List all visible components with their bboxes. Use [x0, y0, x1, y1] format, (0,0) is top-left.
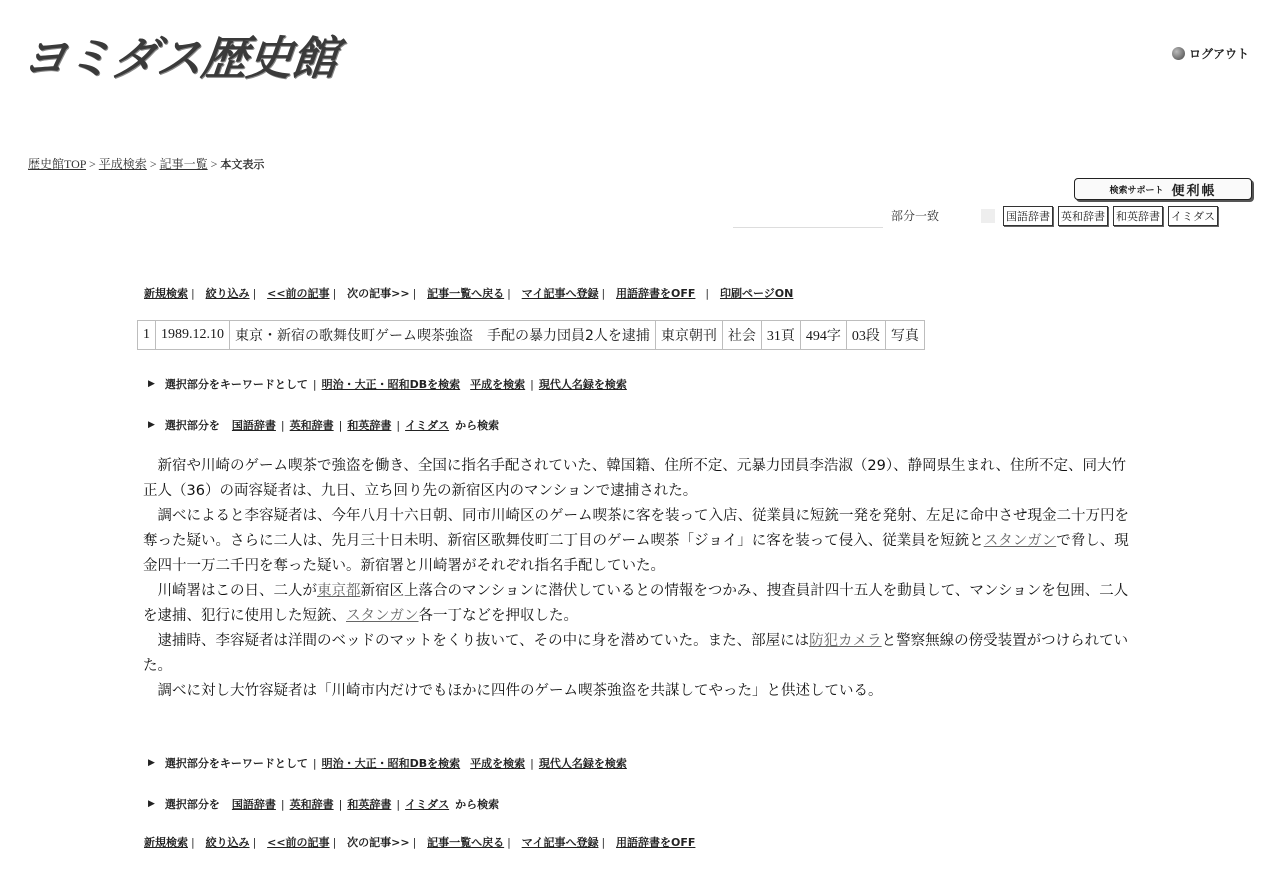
- triangle-right-icon: ▶: [148, 379, 155, 389]
- eiwa-dict-button[interactable]: 英和辞書: [1058, 206, 1108, 226]
- glossary-link-tokyo[interactable]: 東京都: [317, 583, 361, 599]
- register-my-article-link[interactable]: マイ記事へ登録: [521, 836, 599, 849]
- site-logo[interactable]: ヨミダス歴史館: [18, 31, 340, 85]
- keyword-search-row-top: [148, 376, 627, 392]
- search-heisei-link[interactable]: 平成を検索: [470, 757, 526, 770]
- triangle-right-icon: ▶: [148, 758, 155, 768]
- search-jinmei-link[interactable]: 現代人名録を検索: [538, 757, 627, 770]
- article-paragraph: [143, 679, 1133, 704]
- separator: |: [191, 287, 195, 300]
- next-article-label: 次の記事>>: [347, 836, 410, 849]
- article-text: で脅し、現金四十一万二千円を奪った疑い。新宿署と川崎署がそれぞれ指名手配していた。: [143, 533, 1129, 574]
- article-char-count: 494字: [800, 321, 846, 350]
- logout-label: ログアウト: [1189, 47, 1250, 61]
- breadcrumb-separator: >: [89, 157, 96, 171]
- prev-article-link[interactable]: <<前の記事: [267, 836, 330, 849]
- breadcrumb-separator: >: [149, 157, 157, 171]
- triangle-right-icon: ▶: [148, 420, 155, 430]
- dict-search-row-top: [148, 417, 499, 433]
- dictionary-search-input[interactable]: [733, 205, 883, 228]
- breadcrumb-heisei[interactable]: 平成検索: [98, 157, 147, 171]
- article-body: [143, 454, 1133, 704]
- eiwa-dict-link[interactable]: 英和辞書: [289, 798, 334, 811]
- separator: |: [280, 797, 285, 811]
- match-mode-selector[interactable]: [981, 209, 995, 223]
- breadcrumb-top[interactable]: 歴史館TOP: [28, 157, 87, 171]
- glossary-off-link[interactable]: 用語辞書をOFF: [616, 836, 696, 849]
- article-text: と警察無線の傍受装置がつけられていた。: [143, 633, 1129, 674]
- article-text: 各一丁などを押収した。: [418, 608, 578, 624]
- breadcrumb-list[interactable]: 記事一覧: [159, 157, 208, 171]
- article-meta-row: [138, 321, 925, 350]
- keyword-search-label: 選択部分をキーワードとして: [164, 757, 308, 770]
- match-mode-label: 部分一致: [891, 209, 940, 223]
- imidas-dict-link[interactable]: イミダス: [405, 419, 450, 432]
- separator: |: [332, 836, 337, 849]
- article-edition: 東京朝刊: [655, 321, 722, 350]
- next-article-label: 次の記事>>: [347, 287, 410, 300]
- separator: |: [280, 418, 285, 432]
- article-headline: 東京・新宿の歌舞伎町ゲーム喫茶強盗 手配の暴力団員2人を逮捕: [230, 321, 656, 350]
- new-search-link[interactable]: 新規検索: [144, 836, 188, 849]
- separator: |: [507, 836, 511, 849]
- back-to-list-link[interactable]: 記事一覧へ戻る: [427, 836, 505, 849]
- glossary-off-link[interactable]: 用語辞書をOFF: [616, 287, 696, 300]
- prev-article-link[interactable]: <<前の記事: [267, 287, 330, 300]
- article-section: 社会: [722, 321, 761, 350]
- dict-search-suffix: から検索: [455, 798, 500, 811]
- imidas-dict-button[interactable]: イミダス: [1168, 206, 1218, 226]
- separator: |: [252, 836, 257, 849]
- article-page: 31頁: [761, 321, 800, 350]
- register-my-article-link[interactable]: マイ記事へ登録: [521, 287, 599, 300]
- article-text: 新宿区上落合のマンションに潜伏しているとの情報をつかみ、捜査員計四十五人を動員して、マンションを包囲、二人を逮捕、犯行に使用した短銃、: [143, 583, 1129, 624]
- article-photo: 写真: [885, 321, 924, 350]
- keyword-search-label: 選択部分をキーワードとして: [164, 378, 308, 391]
- search-support-button[interactable]: [1074, 178, 1252, 200]
- breadcrumb-separator: >: [210, 157, 218, 171]
- new-search-link[interactable]: 新規検索: [144, 287, 188, 300]
- separator: |: [191, 836, 195, 849]
- article-text: 新宿や川崎のゲーム喫茶で強盗を働き、全国に指名手配されていた、韓国籍、住所不定、元暴力団員李浩淑（29）、静岡県生まれ、住所不定、同大竹正人（36）の両容疑者は、九日、立ち回り先の新宿区内のマンションで逮捕された。: [143, 458, 1126, 499]
- refine-link[interactable]: 絞り込み: [205, 287, 250, 300]
- glossary-link-stungun[interactable]: スタンガン: [346, 608, 419, 624]
- dict-search-label: 選択部分を: [164, 419, 220, 432]
- separator: |: [312, 377, 317, 391]
- article-columns: 03段: [846, 321, 885, 350]
- dict-search-row-bottom: [148, 796, 499, 812]
- separator: |: [705, 287, 710, 300]
- imidas-dict-link[interactable]: イミダス: [405, 798, 450, 811]
- article-number: 1: [138, 321, 156, 350]
- separator: |: [507, 287, 511, 300]
- article-paragraph: [143, 629, 1133, 679]
- separator: |: [252, 287, 257, 300]
- dict-search-suffix: から検索: [455, 419, 500, 432]
- separator: |: [396, 797, 401, 811]
- article-paragraph: [143, 579, 1133, 629]
- waei-dict-link[interactable]: 和英辞書: [347, 798, 392, 811]
- back-to-list-link[interactable]: 記事一覧へ戻る: [427, 287, 505, 300]
- eiwa-dict-link[interactable]: 英和辞書: [289, 419, 334, 432]
- separator: |: [530, 377, 534, 391]
- logout-button[interactable]: [1172, 45, 1249, 62]
- article-date: 1989.12.10: [156, 321, 230, 350]
- article-text: 逮捕時、李容疑者は洋間のベッドのマットをくり抜いて、その中に身を潜めていた。また、部屋には: [157, 633, 810, 649]
- refine-link[interactable]: 絞り込み: [205, 836, 250, 849]
- logout-icon: [1172, 47, 1185, 60]
- glossary-link-stungun[interactable]: スタンガン: [983, 533, 1057, 549]
- separator: |: [332, 287, 337, 300]
- article-text: 調べに対し大竹容疑者は「川崎市内だけでもほかに四件のゲーム喫茶強盗を共謀してやった」と供述している。: [157, 683, 883, 699]
- separator: |: [396, 418, 401, 432]
- article-paragraph: [143, 454, 1133, 504]
- kokugo-dict-link[interactable]: 国語辞書: [231, 798, 276, 811]
- separator: |: [412, 836, 417, 849]
- print-page-link[interactable]: 印刷ページON: [719, 287, 794, 300]
- breadcrumb-current: 本文表示: [220, 158, 265, 171]
- waei-dict-button[interactable]: 和英辞書: [1113, 206, 1163, 226]
- search-heisei-link[interactable]: 平成を検索: [470, 378, 526, 391]
- support-small-label: 検索サポート: [1109, 185, 1164, 196]
- kokugo-dict-button[interactable]: 国語辞書: [1003, 206, 1053, 226]
- search-meiji-link[interactable]: 明治・大正・昭和DBを検索: [321, 378, 461, 391]
- article-text: 調べによると李容疑者は、今年八月十六日朝、同市川崎区のゲーム喫茶に客を装って入店、従業員に短銃一発を発射、左足に命中させ現金二十万円を奪った疑い。さらに二人は、先月三十日未明、新宿区歌舞伎町二丁目のゲーム喫茶「ジョイ」に客を装って侵入、従業員を短銃と: [143, 508, 1129, 549]
- separator: |: [530, 756, 534, 770]
- dict-search-label: 選択部分を: [164, 798, 220, 811]
- article-paragraph: [143, 504, 1133, 579]
- separator: |: [338, 797, 343, 811]
- article-meta-table: [137, 320, 925, 350]
- kokugo-dict-link[interactable]: 国語辞書: [231, 419, 276, 432]
- waei-dict-link[interactable]: 和英辞書: [347, 419, 392, 432]
- article-text: 川崎署はこの日、二人が: [157, 583, 317, 599]
- triangle-right-icon: ▶: [148, 799, 155, 809]
- separator: |: [338, 418, 343, 432]
- separator: |: [412, 287, 417, 300]
- separator: |: [601, 287, 606, 300]
- glossary-link-security-camera[interactable]: 防犯カメラ: [809, 633, 882, 649]
- keyword-search-row-bottom: [148, 755, 627, 771]
- separator: |: [312, 756, 317, 770]
- dictionary-buttons: [1003, 206, 1218, 226]
- breadcrumb: [28, 155, 264, 172]
- separator: |: [601, 836, 606, 849]
- search-meiji-link[interactable]: 明治・大正・昭和DBを検索: [321, 757, 461, 770]
- article-actions-top: [144, 285, 793, 301]
- search-jinmei-link[interactable]: 現代人名録を検索: [538, 378, 627, 391]
- support-big-label: 便利帳: [1171, 183, 1217, 199]
- article-actions-bottom: [144, 834, 695, 850]
